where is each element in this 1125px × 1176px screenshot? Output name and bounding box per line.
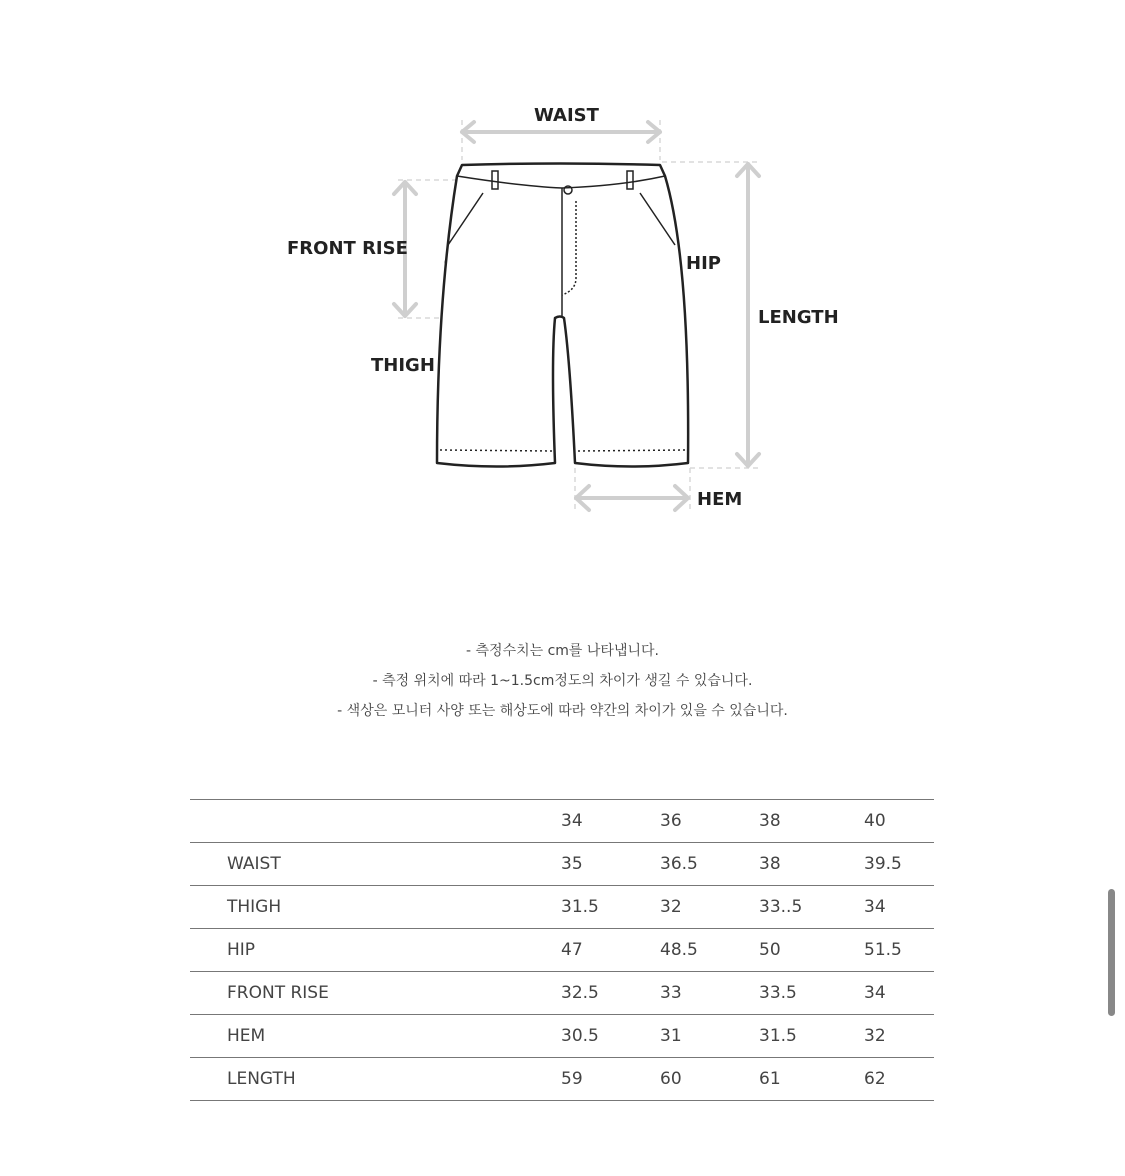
cell: 34	[864, 886, 934, 929]
thigh-label: THIGH	[371, 355, 435, 376]
cell: 30.5	[561, 1015, 660, 1058]
front-rise-label: FRONT RISE	[287, 238, 408, 259]
row-label: HEM	[190, 1015, 561, 1058]
row-label: WAIST	[190, 843, 561, 886]
table-row	[190, 929, 934, 972]
header-cell: 38	[759, 800, 864, 843]
row-label: HIP	[190, 929, 561, 972]
cell: 60	[660, 1058, 759, 1101]
cell: 51.5	[864, 929, 934, 972]
note: - 색상은 모니터 사양 또는 해상도에 따라 약간의 차이가 있을 수 있습니다.	[337, 703, 788, 719]
cell: 32	[864, 1015, 934, 1058]
cell: 47	[561, 929, 660, 972]
cell: 38	[759, 843, 864, 886]
table-row	[190, 843, 934, 886]
scrollbar[interactable]	[1108, 889, 1115, 1016]
table-row	[190, 1058, 934, 1101]
cell: 33	[660, 972, 759, 1015]
cell: 32	[660, 886, 759, 929]
hip-label: HIP	[686, 253, 721, 274]
shorts-diagram	[0, 0, 1125, 560]
measurement-notes	[0, 636, 1125, 726]
header-cell: 34	[561, 800, 660, 843]
cell: 62	[864, 1058, 934, 1101]
cell: 33.5	[759, 972, 864, 1015]
cell: 50	[759, 929, 864, 972]
cell: 31	[660, 1015, 759, 1058]
cell: 35	[561, 843, 660, 886]
cell: 48.5	[660, 929, 759, 972]
cell: 34	[864, 972, 934, 1015]
cell: 59	[561, 1058, 660, 1101]
size-table	[190, 799, 934, 1101]
row-label: LENGTH	[190, 1058, 561, 1101]
waist-label: WAIST	[534, 105, 599, 126]
row-label: FRONT RISE	[190, 972, 561, 1015]
cell: 32.5	[561, 972, 660, 1015]
cell: 31.5	[759, 1015, 864, 1058]
cell: 61	[759, 1058, 864, 1101]
cell: 33..5	[759, 886, 864, 929]
header-cell	[190, 800, 561, 843]
table-row	[190, 886, 934, 929]
table-row	[190, 972, 934, 1015]
length-label: LENGTH	[758, 307, 839, 328]
table-header-row	[190, 800, 934, 843]
cell: 31.5	[561, 886, 660, 929]
table-row	[190, 1015, 934, 1058]
header-cell: 36	[660, 800, 759, 843]
note: - 측정수치는 cm를 나타냅니다.	[466, 643, 659, 659]
note: - 측정 위치에 따라 1~1.5cm정도의 차이가 생길 수 있습니다.	[372, 673, 753, 689]
header-cell: 40	[864, 800, 934, 843]
row-label: THIGH	[190, 886, 561, 929]
hem-label: HEM	[697, 489, 743, 510]
cell: 39.5	[864, 843, 934, 886]
cell: 36.5	[660, 843, 759, 886]
